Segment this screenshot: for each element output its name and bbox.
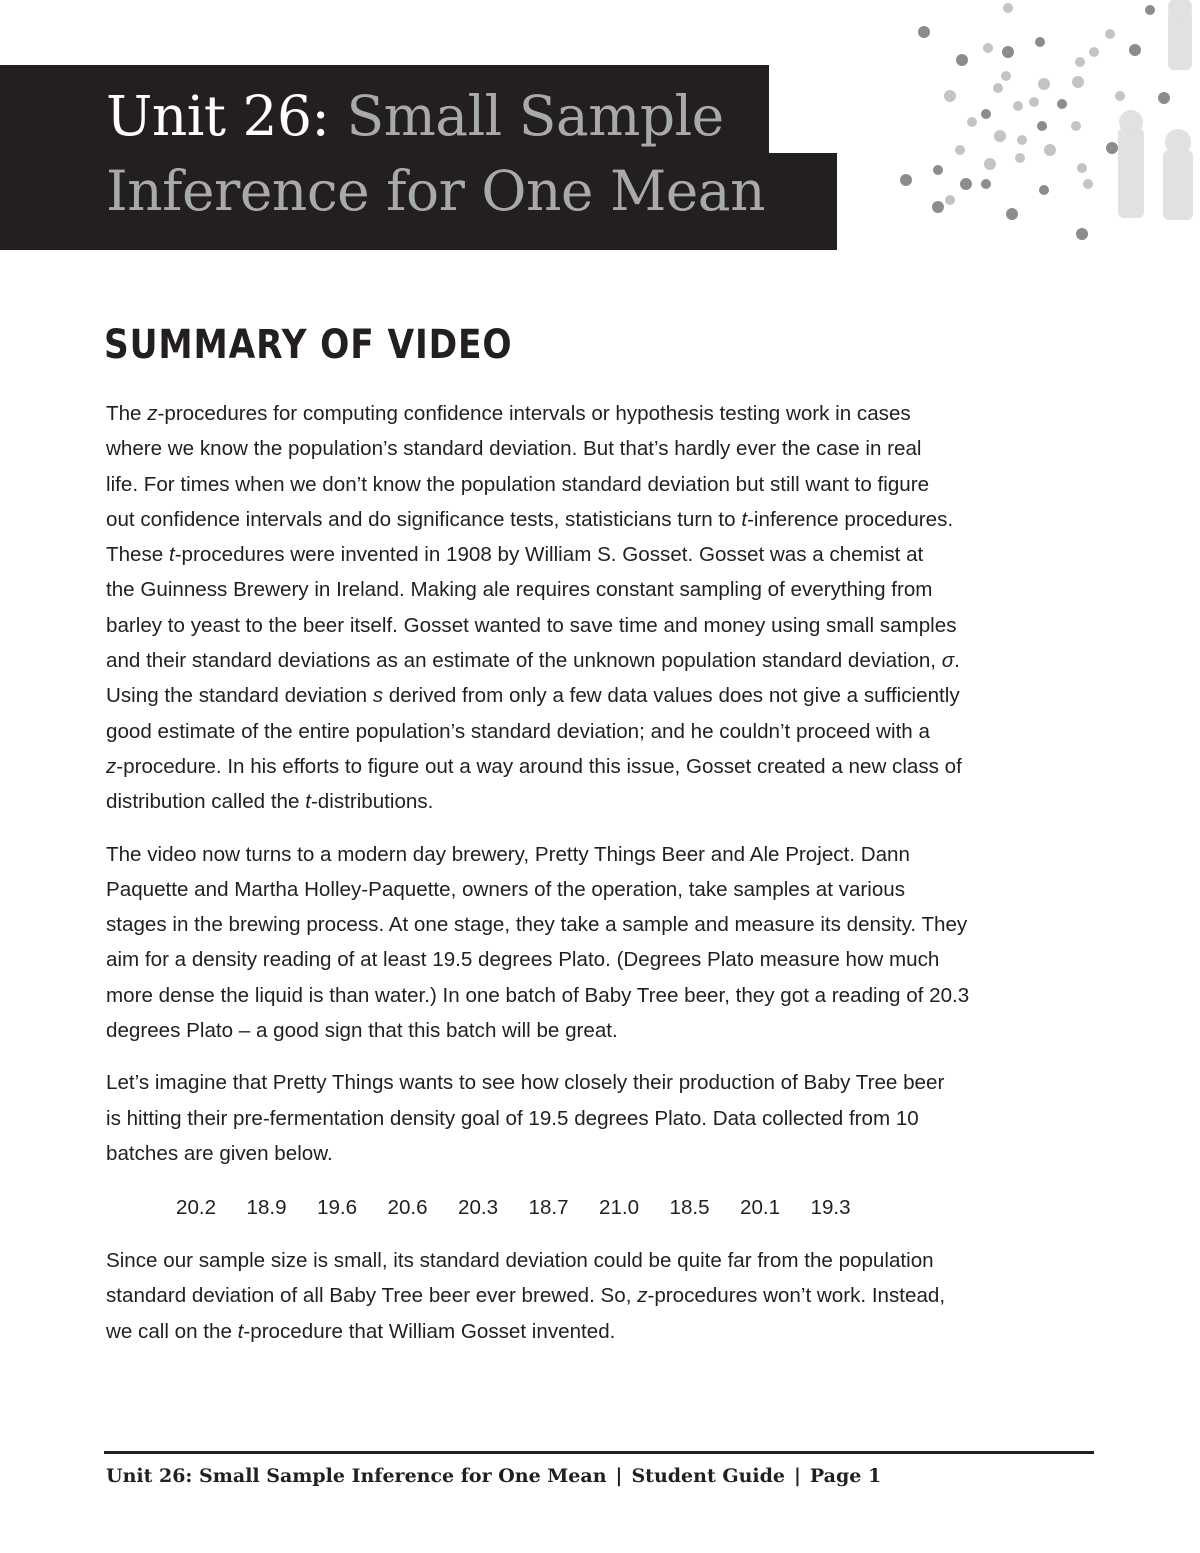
page-title-line-2 — [106, 159, 766, 223]
variable-z: z — [637, 1284, 648, 1308]
text-line — [106, 1278, 945, 1313]
variable-sigma: σ — [941, 649, 955, 673]
text-line: is hitting their pre-fermentation density goal of 19.5 degrees Plato. Data collected from 10 — [106, 1106, 919, 1130]
batch-density-data — [176, 1190, 881, 1225]
title-banner — [0, 0, 840, 260]
page-title-line-1 — [106, 84, 724, 148]
text-line — [106, 537, 1116, 572]
text-span: -procedure. In his efforts to figure out a way around this issue, Gosset created a new class of — [116, 754, 962, 778]
data-value: 20.6 — [387, 1196, 428, 1219]
text-span: Using the standard deviation — [106, 684, 373, 708]
text-line — [106, 396, 1116, 431]
title-topic-part-2: Inference for One Mean — [106, 159, 766, 223]
data-value: 18.5 — [669, 1196, 710, 1219]
footer-separator: | — [615, 1465, 623, 1487]
text-line — [106, 643, 1116, 678]
variable-s: s — [372, 684, 384, 708]
text-line: barley to yeast to the beer itself. Gosset wanted to save time and money using small samples — [106, 613, 957, 637]
data-value: 20.2 — [176, 1196, 217, 1219]
footer-separator: | — [793, 1465, 801, 1487]
data-value: 20.3 — [458, 1196, 499, 1219]
text-span: derived from only a few data values does not give a sufficiently — [383, 684, 960, 708]
text-span: These — [106, 543, 169, 567]
text-line: more dense the liquid is than water.) In one batch of Baby Tree beer, they got a reading of 20.3 — [106, 983, 970, 1007]
text-line — [106, 784, 1116, 819]
variable-t: t — [168, 543, 175, 567]
text-span: -procedure that William Gosset invented. — [243, 1319, 616, 1343]
text-line — [106, 502, 1116, 537]
section-heading: SUMMARY OF VIDEO — [104, 322, 513, 368]
footer-divider — [104, 1451, 1094, 1454]
data-value: 19.3 — [810, 1196, 851, 1219]
text-line: Since our sample size is small, its standard deviation could be quite far from the population — [106, 1249, 934, 1272]
text-line: The video now turns to a modern day brewery, Pretty Things Beer and Ale Project. Dann — [106, 842, 910, 866]
text-line: Let’s imagine that Pretty Things wants to see how closely their production of Baby Tree beer — [106, 1071, 945, 1095]
paragraph-4 — [106, 1243, 945, 1349]
footer-page-number: Page 1 — [809, 1465, 882, 1487]
title-topic-part-1: Small Sample — [346, 84, 724, 148]
paragraph-1 — [106, 396, 1116, 820]
summary-body — [106, 396, 1116, 1188]
text-span: and their standard deviations as an estimate of the unknown population standard deviation, — [106, 649, 942, 673]
variable-t: t — [305, 790, 311, 814]
title-unit-label: Unit 26: — [106, 84, 330, 148]
data-value: 18.7 — [528, 1196, 569, 1219]
text-line: good estimate of the entire population’s standard deviation; and he couldn’t proceed with a — [106, 719, 930, 743]
variable-z: z — [147, 402, 158, 425]
text-span: distribution called the — [106, 790, 306, 814]
text-span: -procedures won’t work. Instead, — [647, 1284, 946, 1308]
text-span: -inference procedures. — [747, 507, 954, 531]
paragraph-3 — [106, 1065, 1116, 1171]
data-value: 21.0 — [599, 1196, 640, 1219]
text-span: . — [954, 649, 960, 673]
text-span: -procedures for computing confidence intervals or hypothesis testing work in cases — [157, 402, 911, 425]
text-line: degrees Plato – a good sign that this batch will be great. — [106, 1019, 618, 1043]
variable-z: z — [106, 754, 117, 778]
text-line: stages in the brewing process. At one stage, they take a sample and measure its density. They — [106, 913, 968, 937]
data-value: 20.1 — [740, 1196, 781, 1219]
text-span: -distributions. — [310, 790, 434, 814]
text-line — [106, 1314, 945, 1349]
footer-title: Unit 26: Small Sample Inference for One Mean — [106, 1465, 607, 1487]
variable-t: t — [237, 1319, 244, 1343]
text-span: -procedures were invented in 1908 by William S. Gosset. Gosset was a chemist at — [174, 543, 924, 567]
footer-guide-label: Student Guide — [631, 1465, 785, 1487]
text-line: the Guinness Brewery in Ireland. Making ale requires constant sampling of everything from — [106, 578, 933, 602]
variable-t: t — [741, 507, 748, 531]
paragraph-2 — [106, 837, 1116, 1049]
data-value: 18.9 — [246, 1196, 287, 1219]
data-value: 19.6 — [317, 1196, 358, 1219]
text-line: where we know the population’s standard deviation. But that’s hardly ever the case in real — [106, 437, 922, 461]
text-span: The — [106, 402, 148, 425]
text-line: life. For times when we don’t know the population standard deviation but still want to figure — [106, 472, 930, 496]
text-line: aim for a density reading of at least 19.5 degrees Plato. (Degrees Plato measure how much — [106, 948, 940, 972]
text-span: we call on the — [106, 1319, 238, 1343]
scatter-dots-and-people-icon — [880, 0, 1200, 260]
text-line: batches are given below. — [106, 1141, 333, 1165]
text-line — [106, 678, 1116, 713]
text-line: Paquette and Martha Holley-Paquette, owners of the operation, take samples at various — [106, 877, 906, 901]
text-line — [106, 749, 1116, 784]
text-span: out confidence intervals and do significance tests, statisticians turn to — [106, 507, 742, 531]
text-span: standard deviation of all Baby Tree beer ever brewed. So, — [106, 1284, 638, 1308]
page-footer — [106, 1462, 881, 1490]
